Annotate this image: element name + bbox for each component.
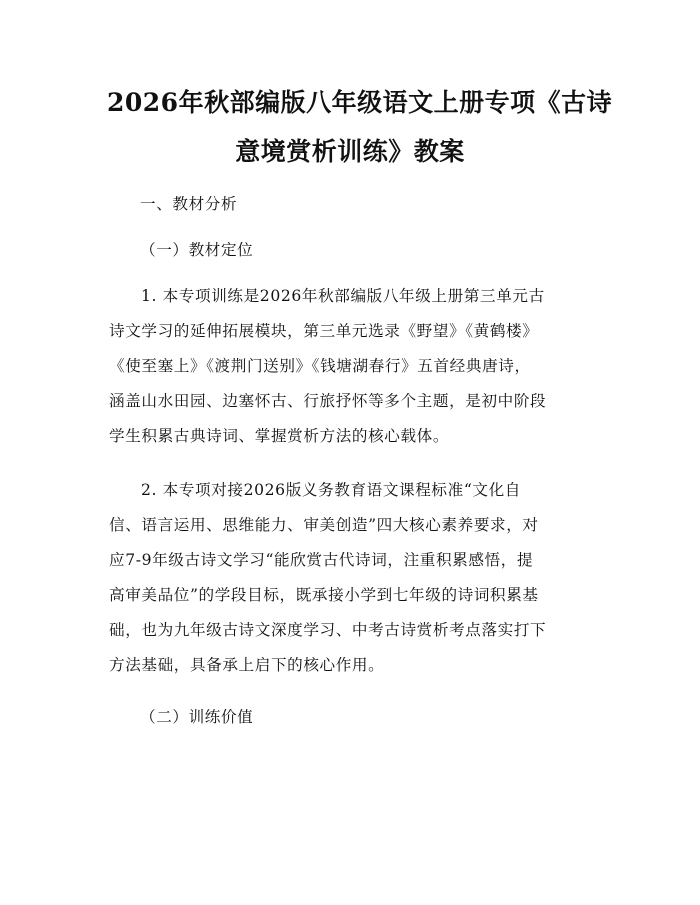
- subsection-heading-textbook-positioning: （一）教材定位: [140, 241, 254, 259]
- paragraph-1-line: 诗文学习的延伸拓展模块，第三单元选录《野望》《黄鹤楼》: [109, 322, 539, 340]
- subsection-heading-training-value: （二）训练价值: [140, 708, 254, 726]
- paragraph-1-line: 1. 本专项训练是2026年秋部编版八年级上册第三单元古: [141, 287, 545, 305]
- document-title-line-1: 2026年秋部编版八年级语文上册专项《古诗: [107, 88, 613, 117]
- paragraph-2: [109, 473, 599, 683]
- section-heading-textbook-analysis: 一、教材分析: [140, 195, 238, 213]
- paragraph-1-line: 学生积累古典诗词、掌握赏析方法的核心载体。: [109, 427, 450, 445]
- paragraph-2-line: 2. 本专项对接2026版义务教育语文课程标准“文化自: [141, 481, 521, 499]
- paragraph-2-line: 高审美品位”的学段目标，既承接小学到七年级的诗词积累基: [109, 586, 539, 604]
- paragraph-1-line: 涵盖山水田园、边塞怀古、行旅抒怀等多个主题，是初中阶段: [109, 392, 547, 410]
- paragraph-1: [109, 279, 599, 454]
- document-title-line-2: 意境赏析训练》教案: [235, 137, 465, 166]
- paragraph-1-line: 《使至塞上》《渡荆门送别》《钱塘湖春行》五首经典唐诗，: [109, 357, 531, 375]
- paragraph-2-line: 信、语言运用、思维能力、审美创造”四大核心素养要求，对: [109, 516, 539, 534]
- paragraph-2-line: 应7-9年级古诗文学习“能欣赏古代诗词，注重积累感悟，提: [109, 551, 534, 569]
- paragraph-2-line: 础，也为九年级古诗文深度学习、中考古诗赏析考点落实打下: [109, 621, 547, 639]
- paragraph-2-line: 方法基础，具备承上启下的核心作用。: [109, 656, 385, 674]
